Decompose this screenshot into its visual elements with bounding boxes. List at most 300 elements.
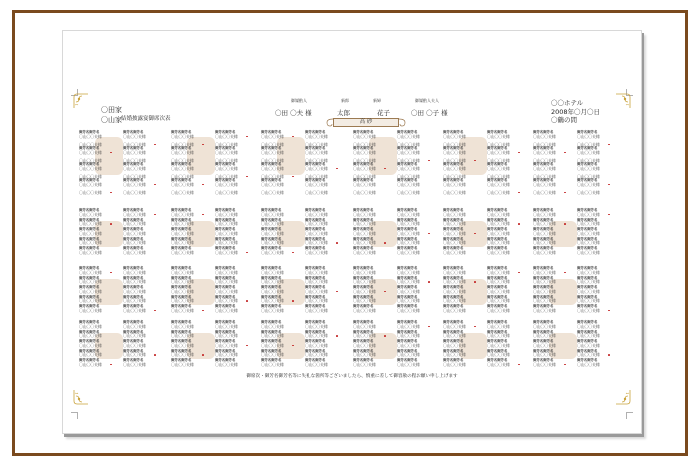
guest-title: 御芳名御芳名 <box>215 275 236 280</box>
guest-name: 〇山〇〇夫様 <box>215 249 238 255</box>
seat-marker <box>564 223 566 225</box>
guest-name: 〇山〇〇夫様 <box>443 279 466 285</box>
footer-note: 御席次・御芳名御芳名等に失礼な箇所等ございましたら、慎重に差して御容赦の程お願い申し上げます <box>246 374 458 379</box>
guest-title: 御芳名御芳名 <box>353 246 374 250</box>
guest-name: 〇山〇〇夫様 <box>79 298 102 304</box>
guest-title: 御芳名御芳名 <box>577 358 598 362</box>
guest-name: 〇山〇〇夫様 <box>577 298 600 304</box>
guest-title: 御芳名御芳名 <box>533 208 554 212</box>
guest-title: 御芳名御芳名 <box>397 348 418 353</box>
guest-title: 御芳名御芳名 <box>397 329 418 334</box>
guest-name: 〇山〇〇夫様 <box>79 279 102 285</box>
guest-name: 〇山〇〇夫様 <box>443 323 466 329</box>
seat-marker <box>292 176 294 178</box>
guest-name: 〇山〇〇夫様 <box>533 249 556 255</box>
guest-name: 〇山〇〇夫様 <box>533 323 556 329</box>
guest-title: 御芳名御芳名 <box>443 358 464 362</box>
guest-title: 御芳名御芳名 <box>397 294 418 299</box>
guest-title: 御芳名御芳名 <box>353 217 374 222</box>
guest-name: 〇山〇〇夫様 <box>215 352 238 358</box>
guest-table <box>353 321 441 371</box>
guest-name: 〇山〇〇夫様 <box>487 133 510 139</box>
guest-name: 〇山〇〇夫様 <box>353 173 376 179</box>
guest-title: 御芳名御芳名 <box>79 236 100 241</box>
guest-table <box>261 267 349 317</box>
guest-title: 御芳名御芳名 <box>397 208 418 212</box>
seat-marker <box>336 242 338 244</box>
guest-title: 御芳名御芳名 <box>577 304 598 308</box>
seat-marker <box>110 364 112 366</box>
guest-title: 御芳名御芳名 <box>305 348 326 353</box>
guest-name: 〇山〇〇夫様 <box>171 361 194 367</box>
guest-name: 〇山〇〇夫様 <box>397 230 420 236</box>
guest-name: 〇山〇〇夫様 <box>533 211 556 217</box>
guest-title: 御芳名御芳名 <box>487 227 508 231</box>
seat-marker <box>110 223 112 225</box>
guest-name: 〇山〇〇夫様 <box>215 240 238 246</box>
guest-title: 御芳名御芳名 <box>261 246 282 250</box>
guest-name: 〇山〇〇夫様 <box>577 141 600 147</box>
guest-name: 〇山〇〇夫様 <box>487 288 510 294</box>
guest-title: 御芳名御芳名 <box>443 339 464 343</box>
guest-name: 〇山〇〇夫様 <box>487 240 510 246</box>
guest-name: 〇山〇〇夫様 <box>123 269 146 275</box>
guest-name: 〇山〇〇夫様 <box>305 165 328 171</box>
guest-title: 御芳名御芳名 <box>353 162 374 166</box>
guest-title: 御芳名御芳名 <box>261 208 282 212</box>
guest-name: 〇山〇〇夫様 <box>79 157 102 163</box>
guest-name: 〇山〇〇夫様 <box>577 221 600 227</box>
guest-title: 御芳名御芳名 <box>123 146 144 150</box>
guest-name: 〇山〇〇夫様 <box>353 133 376 139</box>
guest-title: 御芳名御芳名 <box>215 146 236 150</box>
guest-title: 御芳名御芳名 <box>487 339 508 343</box>
guest-name: 〇山〇〇夫様 <box>215 157 238 163</box>
guest-name: 〇山〇〇夫様 <box>305 279 328 285</box>
guest-name: 〇山〇〇夫様 <box>79 221 102 227</box>
guest-name: 〇山〇〇夫様 <box>261 342 284 348</box>
guest-name: 〇山〇〇夫様 <box>533 361 556 367</box>
guest-title: 御芳名御芳名 <box>577 130 598 134</box>
guest-name: 〇山〇〇夫様 <box>261 249 284 255</box>
guest-name: 〇山〇〇夫様 <box>171 189 194 195</box>
seat-marker <box>608 354 610 356</box>
guest-name: 〇山〇〇夫様 <box>123 189 146 195</box>
guest-title: 御芳名御芳名 <box>171 275 192 280</box>
guest-title: 御芳名御芳名 <box>487 294 508 299</box>
guest-name: 〇山〇〇夫様 <box>353 288 376 294</box>
guest-name: 〇山〇〇夫様 <box>397 221 420 227</box>
guest-name: 〇山〇〇夫様 <box>443 307 466 313</box>
guest-title: 御芳名御芳名 <box>533 236 554 241</box>
guest-title: 御芳名御芳名 <box>79 348 100 353</box>
guest-name: 〇山〇〇夫様 <box>397 269 420 275</box>
guest-name: 〇山〇〇夫様 <box>261 141 284 147</box>
guest-name: 〇山〇〇夫様 <box>577 133 600 139</box>
guest-title: 御芳名御芳名 <box>397 304 418 308</box>
guest-name: 〇山〇〇夫様 <box>261 157 284 163</box>
guest-title: 御芳名御芳名 <box>487 285 508 289</box>
guest-table <box>261 321 349 371</box>
guest-title: 御芳名御芳名 <box>353 320 374 324</box>
seating-chart-page <box>62 30 642 434</box>
guest-name: 〇山〇〇夫様 <box>487 141 510 147</box>
guest-name: 〇山〇〇夫様 <box>443 211 466 217</box>
guest-name: 〇山〇〇夫様 <box>443 269 466 275</box>
guest-title: 御芳名御芳名 <box>305 162 326 166</box>
guest-name: 〇山〇〇夫様 <box>261 307 284 313</box>
guest-name: 〇山〇〇夫様 <box>215 333 238 339</box>
guest-name: 〇山〇〇夫様 <box>305 298 328 304</box>
guest-name: 〇山〇〇夫様 <box>443 181 466 187</box>
guest-title: 御芳名御芳名 <box>353 275 374 280</box>
guest-table <box>79 131 167 201</box>
guest-title: 御芳名御芳名 <box>305 275 326 280</box>
guest-name: 〇山〇〇夫様 <box>577 249 600 255</box>
guest-title: 御芳名御芳名 <box>215 266 236 270</box>
guest-name: 〇山〇〇夫様 <box>353 298 376 304</box>
guest-name: 〇山〇〇夫様 <box>487 249 510 255</box>
guest-title: 御芳名御芳名 <box>261 162 282 166</box>
guest-name: 〇山〇〇夫様 <box>353 221 376 227</box>
guest-title: 御芳名御芳名 <box>261 227 282 231</box>
guest-name: 〇山〇〇夫様 <box>487 221 510 227</box>
guest-name: 〇山〇〇夫様 <box>443 298 466 304</box>
guest-name: 〇山〇〇夫様 <box>305 230 328 236</box>
guest-name: 〇山〇〇夫様 <box>487 157 510 163</box>
guest-title: 御芳名御芳名 <box>123 236 144 241</box>
guest-title: 御芳名御芳名 <box>443 227 464 231</box>
guest-name: 〇山〇〇夫様 <box>123 307 146 313</box>
guest-title: 御芳名御芳名 <box>171 339 192 343</box>
guest-title: 御芳名御芳名 <box>487 246 508 250</box>
guest-name: 〇山〇〇夫様 <box>397 165 420 171</box>
guest-title: 御芳名御芳名 <box>261 329 282 334</box>
guest-title: 御芳名御芳名 <box>79 294 100 299</box>
guest-name: 〇山〇〇夫様 <box>305 307 328 313</box>
guest-name: 〇山〇〇夫様 <box>261 230 284 236</box>
guest-title: 御芳名御芳名 <box>487 217 508 222</box>
seat-marker <box>110 192 112 194</box>
guest-name: 〇山〇〇夫様 <box>533 352 556 358</box>
guest-title: 御芳名御芳名 <box>577 266 598 270</box>
guest-name: 〇山〇〇夫様 <box>123 149 146 155</box>
head-table: 高 砂 <box>333 118 399 127</box>
guest-title: 御芳名御芳名 <box>171 178 192 182</box>
guest-title: 御芳名御芳名 <box>171 162 192 166</box>
guest-title: 御芳名御芳名 <box>533 246 554 250</box>
guest-name: 〇山〇〇夫様 <box>171 323 194 329</box>
guest-name: 〇山〇〇夫様 <box>533 333 556 339</box>
guest-title: 御芳名御芳名 <box>397 285 418 289</box>
role-label: 新郎 <box>341 98 349 103</box>
guest-name: 〇山〇〇夫様 <box>79 361 102 367</box>
guest-title: 御芳名御芳名 <box>305 329 326 334</box>
guest-title: 御芳名御芳名 <box>215 339 236 343</box>
guest-name: 〇山〇〇夫様 <box>215 173 238 179</box>
guest-title: 御芳名御芳名 <box>533 227 554 231</box>
guest-name: 〇山〇〇夫様 <box>487 342 510 348</box>
guest-title: 御芳名御芳名 <box>79 162 100 166</box>
guest-title: 御芳名御芳名 <box>353 348 374 353</box>
guest-name: 〇山〇〇夫様 <box>353 211 376 217</box>
guest-name: 〇山〇〇夫様 <box>79 165 102 171</box>
guest-title: 御芳名御芳名 <box>215 162 236 166</box>
guest-name: 〇山〇〇夫様 <box>487 211 510 217</box>
guest-name: 〇山〇〇夫様 <box>261 361 284 367</box>
guest-name: 〇山〇〇夫様 <box>79 342 102 348</box>
guest-title: 御芳名御芳名 <box>487 146 508 150</box>
guest-name: 〇山〇〇夫様 <box>443 221 466 227</box>
guest-title: 御芳名御芳名 <box>577 285 598 289</box>
guest-name: 〇山〇〇夫様 <box>353 269 376 275</box>
guest-title: 御芳名御芳名 <box>79 227 100 231</box>
guest-title: 御芳名御芳名 <box>171 329 192 334</box>
guest-name: 〇山〇〇夫様 <box>79 149 102 155</box>
guest-name: 〇山〇〇夫様 <box>305 323 328 329</box>
guest-title: 御芳名御芳名 <box>305 339 326 343</box>
guest-table <box>79 209 167 259</box>
guest-name: 〇山〇〇夫様 <box>487 230 510 236</box>
guest-title: 御芳名御芳名 <box>171 304 192 308</box>
guest-title: 御芳名御芳名 <box>305 246 326 250</box>
guest-name: 〇山〇〇夫様 <box>353 181 376 187</box>
guest-name: 〇山〇〇夫様 <box>533 189 556 195</box>
guest-title: 御芳名御芳名 <box>123 348 144 353</box>
guest-name: 〇山〇〇夫様 <box>397 333 420 339</box>
guest-name: 〇山〇〇夫様 <box>123 157 146 163</box>
guest-name: 〇山〇〇夫様 <box>305 249 328 255</box>
guest-name: 〇山〇〇夫様 <box>261 323 284 329</box>
guest-title: 御芳名御芳名 <box>215 320 236 324</box>
guest-name: 〇山〇〇夫様 <box>215 361 238 367</box>
guest-title: 御芳名御芳名 <box>171 246 192 250</box>
guest-name: 〇山〇〇夫様 <box>79 173 102 179</box>
guest-name: 〇山〇〇夫様 <box>353 157 376 163</box>
guest-title: 御芳名御芳名 <box>261 146 282 150</box>
guest-title: 御芳名御芳名 <box>397 236 418 241</box>
guest-title: 御芳名御芳名 <box>533 294 554 299</box>
guest-title: 御芳名御芳名 <box>171 227 192 231</box>
guest-name: 〇山〇〇夫様 <box>487 189 510 195</box>
guest-title: 御芳名御芳名 <box>353 339 374 343</box>
seat-marker <box>246 252 248 254</box>
guest-name: 〇山〇〇夫様 <box>533 133 556 139</box>
guest-title: 御芳名御芳名 <box>261 285 282 289</box>
guest-name: 〇山〇〇夫様 <box>171 133 194 139</box>
guest-title: 御芳名御芳名 <box>215 294 236 299</box>
guest-table <box>261 131 349 201</box>
guest-name: 〇山〇〇夫様 <box>171 181 194 187</box>
guest-name: 〇山〇〇夫様 <box>353 307 376 313</box>
guest-name: 〇山〇〇夫様 <box>533 269 556 275</box>
guest-name: 〇山〇〇夫様 <box>215 133 238 139</box>
guest-name: 〇山〇〇夫様 <box>171 157 194 163</box>
guest-name: 〇山〇〇夫様 <box>533 173 556 179</box>
guest-title: 御芳名御芳名 <box>397 339 418 343</box>
guest-title: 御芳名御芳名 <box>79 208 100 212</box>
seat-marker <box>608 214 610 216</box>
guest-name: 〇山〇〇夫様 <box>353 279 376 285</box>
guest-table <box>353 131 441 201</box>
guest-name: 〇山〇〇夫様 <box>171 352 194 358</box>
guest-name: 〇山〇〇夫様 <box>305 189 328 195</box>
guest-name: 〇山〇〇夫様 <box>577 173 600 179</box>
seat-marker <box>518 152 520 154</box>
guest-title: 御芳名御芳名 <box>353 304 374 308</box>
guest-title: 御芳名御芳名 <box>305 294 326 299</box>
guest-name: 〇山〇〇夫様 <box>397 342 420 348</box>
guest-title: 御芳名御芳名 <box>123 275 144 280</box>
guest-title: 御芳名御芳名 <box>123 285 144 289</box>
seat-marker <box>154 214 156 216</box>
guest-name: 〇山〇〇夫様 <box>171 249 194 255</box>
guest-name: 〇山〇〇夫様 <box>215 307 238 313</box>
matchmaker-spouse-name: 〇田 〇子 様 <box>411 109 448 117</box>
guest-title: 御芳名御芳名 <box>123 208 144 212</box>
guest-name: 〇山〇〇夫様 <box>577 279 600 285</box>
guest-title: 御芳名御芳名 <box>443 266 464 270</box>
seat-marker <box>428 160 430 162</box>
guest-title: 御芳名御芳名 <box>397 130 418 134</box>
guest-title: 御芳名御芳名 <box>397 178 418 182</box>
guest-name: 〇山〇〇夫様 <box>443 342 466 348</box>
guest-title: 御芳名御芳名 <box>397 266 418 270</box>
guest-name: 〇山〇〇夫様 <box>487 165 510 171</box>
guest-name: 〇山〇〇夫様 <box>123 230 146 236</box>
guest-name: 〇山〇〇夫様 <box>533 279 556 285</box>
guest-name: 〇山〇〇夫様 <box>305 133 328 139</box>
guest-name: 〇山〇〇夫様 <box>397 288 420 294</box>
guest-name: 〇山〇〇夫様 <box>215 269 238 275</box>
guest-name: 〇山〇〇夫様 <box>79 189 102 195</box>
guest-title: 御芳名御芳名 <box>171 217 192 222</box>
guest-title: 御芳名御芳名 <box>123 304 144 308</box>
seat-marker <box>564 364 566 366</box>
seat-marker <box>246 136 248 138</box>
guest-title: 御芳名御芳名 <box>397 217 418 222</box>
bride-family: 〇山家 <box>101 116 122 124</box>
guest-name: 〇山〇〇夫様 <box>487 307 510 313</box>
guest-title: 御芳名御芳名 <box>353 130 374 134</box>
bride-name: 花子 <box>377 109 390 117</box>
guest-name: 〇山〇〇夫様 <box>443 165 466 171</box>
guest-title: 御芳名御芳名 <box>79 320 100 324</box>
seat-marker <box>518 272 520 274</box>
guest-name: 〇山〇〇夫様 <box>261 165 284 171</box>
guest-title: 御芳名御芳名 <box>79 285 100 289</box>
guest-name: 〇山〇〇夫様 <box>443 133 466 139</box>
guest-title: 御芳名御芳名 <box>261 178 282 182</box>
seat-marker <box>384 242 386 244</box>
guest-title: 御芳名御芳名 <box>533 178 554 182</box>
guest-title: 御芳名御芳名 <box>533 146 554 150</box>
guest-title: 御芳名御芳名 <box>123 329 144 334</box>
guest-name: 〇山〇〇夫様 <box>305 333 328 339</box>
guest-name: 〇山〇〇夫様 <box>533 298 556 304</box>
guest-name: 〇山〇〇夫様 <box>215 189 238 195</box>
guest-title: 御芳名御芳名 <box>171 294 192 299</box>
seat-marker <box>428 281 430 283</box>
seat-marker <box>202 310 204 312</box>
guest-name: 〇山〇〇夫様 <box>533 141 556 147</box>
guest-name: 〇山〇〇夫様 <box>443 173 466 179</box>
guest-title: 御芳名御芳名 <box>305 217 326 222</box>
seat-marker <box>564 272 566 274</box>
guest-title: 御芳名御芳名 <box>353 236 374 241</box>
guest-name: 〇山〇〇夫様 <box>443 141 466 147</box>
guest-name: 〇山〇〇夫様 <box>171 288 194 294</box>
guest-name: 〇山〇〇夫様 <box>443 288 466 294</box>
guest-title: 御芳名御芳名 <box>261 294 282 299</box>
guest-title: 御芳名御芳名 <box>397 162 418 166</box>
guest-name: 〇山〇〇夫様 <box>577 352 600 358</box>
guest-name: 〇山〇〇夫様 <box>577 307 600 313</box>
guest-name: 〇山〇〇夫様 <box>123 298 146 304</box>
guest-title: 御芳名御芳名 <box>305 320 326 324</box>
guest-title: 御芳名御芳名 <box>305 130 326 134</box>
guest-table <box>79 321 167 371</box>
guest-name: 〇山〇〇夫様 <box>533 165 556 171</box>
guest-title: 御芳名御芳名 <box>577 320 598 324</box>
guest-title: 御芳名御芳名 <box>577 329 598 334</box>
guest-table <box>443 209 531 259</box>
guest-title: 御芳名御芳名 <box>487 208 508 212</box>
guest-title: 御芳名御芳名 <box>353 178 374 182</box>
guest-name: 〇山〇〇夫様 <box>487 298 510 304</box>
guest-title: 御芳名御芳名 <box>577 162 598 166</box>
guest-title: 御芳名御芳名 <box>533 217 554 222</box>
guest-name: 〇山〇〇夫様 <box>171 307 194 313</box>
guest-name: 〇山〇〇夫様 <box>123 342 146 348</box>
guest-name: 〇山〇〇夫様 <box>397 149 420 155</box>
guest-name: 〇山〇〇夫様 <box>487 352 510 358</box>
guest-table <box>353 209 441 259</box>
guest-title: 御芳名御芳名 <box>171 130 192 134</box>
guest-name: 〇山〇〇夫様 <box>397 211 420 217</box>
guest-title: 御芳名御芳名 <box>171 285 192 289</box>
guest-title: 御芳名御芳名 <box>353 146 374 150</box>
guest-name: 〇山〇〇夫様 <box>171 298 194 304</box>
guest-title: 御芳名御芳名 <box>443 304 464 308</box>
guest-title: 御芳名御芳名 <box>305 236 326 241</box>
guest-title: 御芳名御芳名 <box>261 130 282 134</box>
guest-name: 〇山〇〇夫様 <box>123 181 146 187</box>
guest-name: 〇山〇〇夫様 <box>353 240 376 246</box>
guest-name: 〇山〇〇夫様 <box>79 249 102 255</box>
guest-name: 〇山〇〇夫様 <box>261 211 284 217</box>
guest-name: 〇山〇〇夫様 <box>261 352 284 358</box>
guest-name: 〇山〇〇夫様 <box>261 181 284 187</box>
guest-title: 御芳名御芳名 <box>123 294 144 299</box>
guest-name: 〇山〇〇夫様 <box>397 133 420 139</box>
guest-title: 御芳名御芳名 <box>79 146 100 150</box>
guest-title: 御芳名御芳名 <box>215 358 236 362</box>
guest-name: 〇山〇〇夫様 <box>397 307 420 313</box>
guest-name: 〇山〇〇夫様 <box>577 157 600 163</box>
guest-title: 御芳名御芳名 <box>79 304 100 308</box>
guest-name: 〇山〇〇夫様 <box>397 298 420 304</box>
guest-title: 御芳名御芳名 <box>487 358 508 362</box>
guest-name: 〇山〇〇夫様 <box>123 221 146 227</box>
guest-table <box>79 267 167 317</box>
guest-name: 〇山〇〇夫様 <box>487 173 510 179</box>
guest-title: 御芳名御芳名 <box>353 285 374 289</box>
guest-title: 御芳名御芳名 <box>171 208 192 212</box>
guest-title: 御芳名御芳名 <box>487 162 508 166</box>
guest-title: 御芳名御芳名 <box>305 178 326 182</box>
guest-name: 〇山〇〇夫様 <box>577 323 600 329</box>
